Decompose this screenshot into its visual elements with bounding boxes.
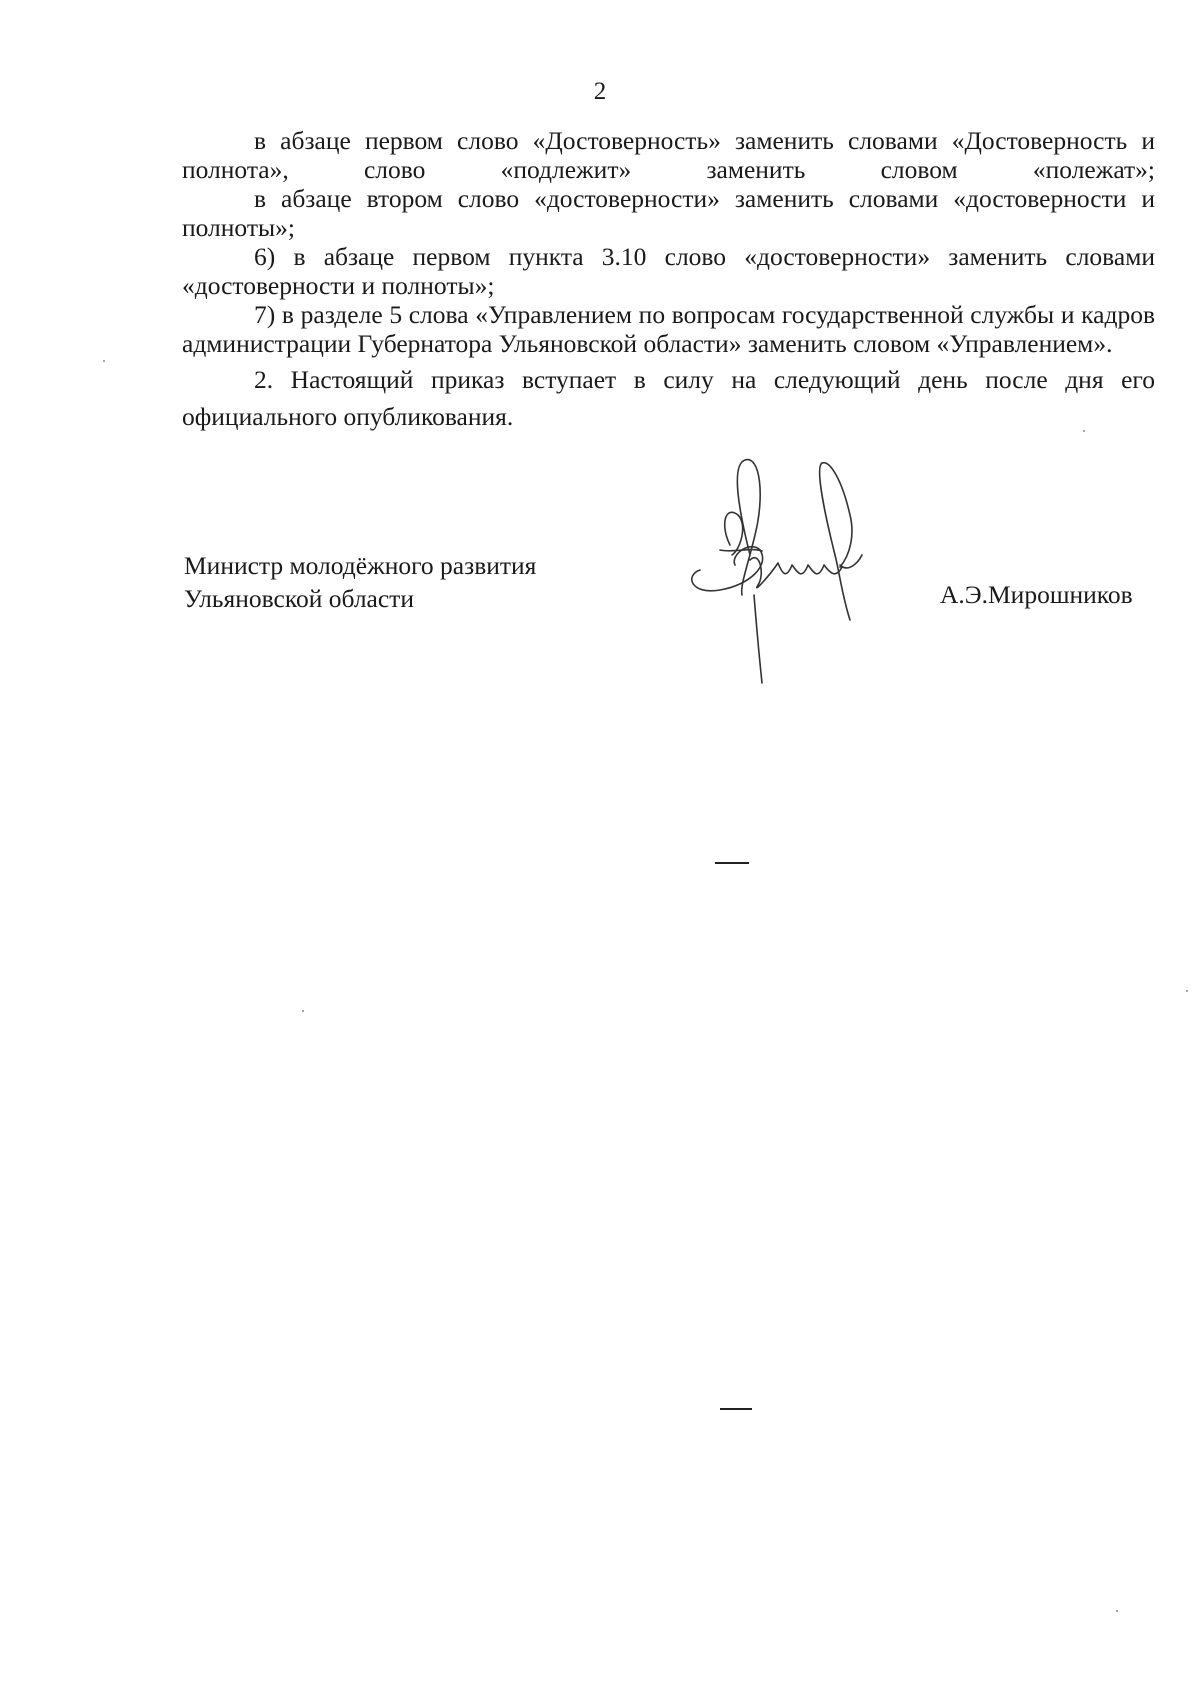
scan-mark (715, 862, 749, 864)
signatory-position (184, 549, 604, 615)
scan-speck (103, 360, 105, 362)
paragraph-item-7: 7) в разделе 5 слова «Управлением по вопросам государственной службы и кадров администрации Губернатора Ульяновской области» заменить словом «Управлением». (182, 300, 1155, 358)
scan-speck (302, 1010, 304, 1012)
page-number: 2 (593, 78, 607, 105)
scan-mark (720, 1408, 752, 1410)
position-region: Ульяновской области (184, 584, 414, 613)
paragraph-amend-second: в абзаце втором слово «достоверности» заменить словами «достоверности и полноты»; (182, 184, 1155, 242)
paragraph-entry-into-force: 2. Настоящий приказ вступает в силу на следующий день после дня его официального опубликования. (182, 365, 1155, 431)
paragraph-item-6: 6) в абзаце первом пункта 3.10 слово «достоверности» заменить словами «достоверности и полноты»; (182, 242, 1155, 300)
position-title: Министр молодёжного развития (184, 551, 537, 580)
document-body (182, 126, 1155, 435)
scan-speck (1083, 430, 1085, 432)
paragraph-amend-first: в абзаце первом слово «Достоверность» заменить словами «Достоверность и полнота», слово «подлежит» заменить словом «полежат»; (182, 126, 1155, 184)
scan-speck (1116, 1610, 1118, 1612)
scan-speck (1186, 990, 1188, 992)
handwritten-signature (690, 455, 930, 690)
signer-name: А.Э.Мирошников (940, 580, 1133, 609)
